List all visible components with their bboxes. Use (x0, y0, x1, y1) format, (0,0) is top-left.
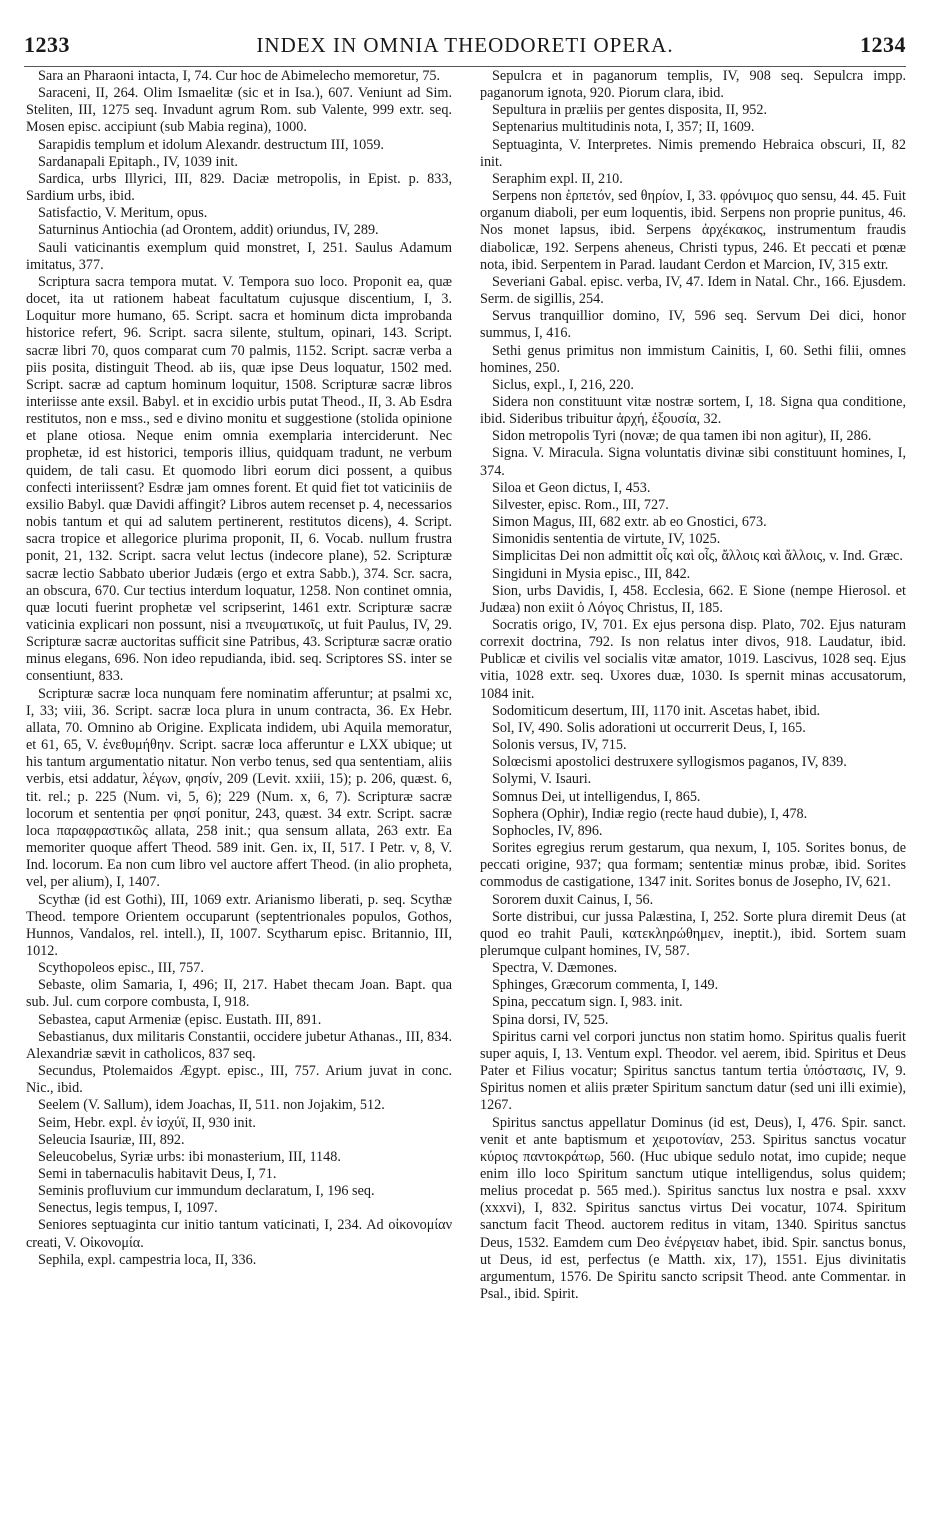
index-entry: Singiduni in Mysia episc., III, 842. (492, 565, 691, 582)
index-entry: Satisfactio, V. Meritum, opus. (38, 205, 208, 222)
index-entry: Scythæ (id est Gothi), III, 1069 extr. Arianismo liberati, p. seq. Scythæ Theod. tempore Orientem occuparunt (septentrionales populos, Gothos, Hunnos, Vandalos, rel. intell.), II, 1007. Scytharum episc. Britannio, III, 1012. (26, 891, 452, 959)
index-entry: Spectra, V. Dæmones. (492, 960, 618, 977)
index-entry: Semi in tabernaculis habitavit Deus, I, 71. (38, 1166, 277, 1182)
index-entry: Spiritus carni vel corpori junctus non statim homo. Spiritus qualis fuerit super aquis, I, 13. Ventum expl. Theodor. vel aerem, ibid. Spiritus et Deus Pater et Filius vocatur; Spiritus sanctus tantum tertia ὑπόστασις, IV, 9. Spiritus nomen et aliis præter Spiritum sanctum datur (sed uni illi eximie), 1267. (480, 1028, 906, 1114)
index-entry: Scythopoleos episc., III, 757. (38, 960, 204, 977)
index-entry: Seraphim expl. II, 210. (492, 170, 623, 187)
index-entry: Signa. V. Miracula. Signa voluntatis divinæ sibi constituunt homines, I, 374. (480, 445, 906, 479)
index-entry: Sodomiticum desertum, III, 1170 init. Ascetas habet, ibid. (492, 702, 821, 719)
index-entry: Sephila, expl. campestria loca, II, 336. (38, 1251, 257, 1268)
index-entry: Sorte distribui, cur jussa Palæstina, I, 252. Sorte plura diremit Deus (at quod eo trahit Pauli, κατεκληρώθημεν, ineptit.), ibid. Sortem suam plerumque culpant homines, IV, 587. (480, 908, 906, 959)
index-entry: Spina dorsi, IV, 525. (492, 1011, 609, 1028)
index-entry: Socratis origo, IV, 701. Ex ejus persona disp. Plato, 702. Ejus naturam correxit doctrina, 792. Is non relatus inter divos, 918. Laudatur, ibid. Publicæ et civilis vel socialis vitæ amator, 1019. Lascivus, 1028 seq. Ejus vitia, 1028 extr. seq. Uxores duæ, 1030. Is spernit minas accusatorum, 1084 init. (480, 617, 906, 702)
index-entry: Sauli vaticinantis exemplum quid monstret, I, 251. Saulus Adamum imitatus, 377. (26, 239, 452, 273)
page-header (24, 32, 906, 66)
index-entry: Siclus, expl., I, 216, 220. (492, 376, 634, 393)
index-entry: Silvester, episc. Rom., III, 727. (492, 496, 669, 513)
index-entry: Seniores septuaginta cur initio tantum vaticinati, I, 234. Ad οἰκονομίαν creati, V. Οἰκονομία. (26, 1217, 452, 1251)
index-entry: Sarapidis templum et idolum Alexandr. destructum III, 1059. (38, 136, 384, 153)
index-entry: Saraceni, II, 264. Olim Ismaelitæ (sic et in Isa.), 607. Veniunt ad Sim. Steliten, III, 1275 seq. Invadunt agrum Rom. sub Valente, 999 extr. seq. Mosen episc. accipiunt (sub Mabia regina), 1000. (26, 85, 452, 136)
index-entry: Scripturæ sacræ loca nunquam fere nominatim afferuntur; at psalmi xc, I, 33; viii, 36. Script. sacræ loca plura in unum contracta, 36. Ex Hebr. allata, 70. Omnino ab Origine. Explicata indidem, ubi Aquila memoratur, et 61, 65, V. ἐνεθυμήθην. Script. sacræ loca afferuntur e LXX ubique; ut his tantum argumentatio nitatur. Non verbo tenus, sed qua sententiam, aliis verbis, etsi addatur, λέγων, φησίν, 209 (Levit. xxiii, 15); p. 206, quæst. 6, tit. rel.; p. 225 (Num. vi, 5, 6); 229 (Num. x, 6, 7). Scripturæ sacræ locorum et sententia per φησί ponitur, 243, quæst. 34 extr. Script. sacræ loca παραφραστικῶς allata, 258 init.; qua sensum allata, 263 extr. Ea memoriter quoque affert Theod. 589 init. Gen. ix, II, 517. I Petr. v, 8, V. Ind. locorum. Ea non cum libro vel auctore affert Theod. (in alio propheta, vel, per alium), I, 1407. (26, 685, 452, 891)
index-entry: Serpens non ἑρπετόν, sed θηρίον, I, 33. φρόνιμος quo sensu, 44. 45. Fuit organum diaboli, per eum loquentis, ibid. Serpens non proprie punitus, 46. Nos monet lapsus, ibid. Serpens ἀρχέκακος, instrumentum fraudis diabolicæ, 192. Serpens aheneus, Christi typus, 246. Et peccati et pœnæ nota, ibid. Serpentem in Parad. laudant Cerdon et Marcion, IV, 315 extr. (480, 188, 906, 273)
index-entry: Solonis versus, IV, 715. (492, 737, 627, 754)
index-entry: Septuaginta, V. Interpretes. Nimis premendo Hebraica obscuri, II, 82 init. (480, 136, 906, 170)
index-entry: Simplicitas Dei non admittit οἷς καὶ οἷς, ἄλλοις καὶ ἄλλοις, v. Ind. Græc. (492, 548, 903, 565)
left-page-number: 1233 (24, 32, 70, 57)
index-entry: Seim, Hebr. expl. ἐν ἰσχύϊ, II, 930 init. (38, 1114, 256, 1131)
right-page-number: 1234 (859, 32, 906, 57)
index-entry: Siloa et Geon dictus, I, 453. (492, 479, 651, 496)
left-column (26, 68, 452, 1530)
index-entry: Sara an Pharaoni intacta, I, 74. Cur hoc de Abimelecho memoretur, 75. (38, 68, 441, 84)
index-entry: Sorites egregius rerum gestarum, qua nexum, I, 105. Sorites bonus, de peccati origine, 937; qua formam; sententiæ minus probæ, ibid. Sorites commodus de castigatione, 1347 init. Sorites bonus de Josepho, IV, 621. (480, 840, 906, 891)
index-entry: Sardanapali Epitaph., IV, 1039 init. (38, 153, 238, 170)
index-entry: Spiritus sanctus appellatur Dominus (id est, Deus), I, 476. Spir. sanct. venit et ante baptismum et χειροτονίαν, 253. Spiritus sanctus vocatur κύριος παντοκράτωρ, 560. (Huc ubique sedulo notat, imo cupide; neque enim illo loco Spiritum sanctum utique intelligendus, solus quidem; melius procedat p. 565 med.). Spiritus sanctus lux nostra e psal. xxxv (xxxvi), I, 832. Spiritus sanctus virtus Dei vocatur, 1074. Spiritum sanctum facit Theod. auctorem reditus in vitam, 1340. Spiritus sanctus Deus, 1532. Eamdem cum Deo ἐνέργειαν habet, ibid. Spir. sanctus bonus, ut Deus, id est, perfectus (e Matth. xix, 17), 1551. Ejus divinitatis argumentum, 1576. De Spiritu sancto scripsit Theod. ante Commentar. in Psal., ibid. Spirit. (480, 1114, 906, 1303)
index-entry: Scriptura sacra tempora mutat. V. Tempora suo loco. Proponit ea, quæ docet, ita ut rationem habeat facultatum cujusque discentium, I, 3. Loquitur more humano, 65. Script. sacra et hominum dicta improbanda historice refert, 96. Script. sacra silente, stultum, opinari, 143. Script. sacræ libri 70, quos comparat cum 70 palmis, 1152. Script. sacræ verba a piis posita, distinguit Theod. ab iis, quæ ipse Deus loquatur, 1502 med. Script. sacræ ad captum hominum loquitur, 1508. Scripturæ sacræ libros interiisse ante exsil. Babyl. et in excidio urbis putat Theod., II, 3. Ab Esdra restitutos, non e mss., sed e divino monitu et suggestione (stolida opinione et plane otiosa. Neque enim omnia exemplaria interciderunt. Nec prophetæ, id est historici, temporis illius, quidquam tradunt, ne verbum quidem, de tali casu. Et quomodo libri eorum dici possent, a quibus confecti interiissent? Esdræ jam omnes forent. Et quid fiet tot vaticiniis de exsilio Babyl. quæ Davidi affingit? Libros autem recenset p. 4, necessarios nobis tantum et qui ad salutem pertinerent, restitutos dicens), 4. Script. sacra tropice et allegorice plurima proponit, II, 6. Vocab. nullum frustra ponit, 21, 132. Script. sacra velut lectus (indecore plane), 52. Scripturæ sacræ lectio Sabbato uberior Judæis (ergo et extra Sabb.), 374. Scr. sacra, an obscura, 670. Cur tectius interdum loquatur, 1258. Non continet omnia, quæ locuti fuerint prophetæ vel scripserint, 1461 extr. Scripturæ sacræ vaticinia explicari non possunt, nisi a πνευματικοῖς, ut fuit Paulus, IV, 29. Scripturæ sacræ auctoritas sufficit sine Patribus, 43. Scripturæ sacræ oratio minus elegans, 696. Non ideo repudianda, ibid. seq. Scriptores SS. inter se consentiunt, 833. (26, 273, 452, 685)
index-entry: Sororem duxit Cainus, I, 56. (492, 891, 654, 908)
index-entry: Servus tranquillior domino, IV, 596 seq. Servum Dei dici, honor summus, I, 416. (480, 308, 906, 342)
header-rule (24, 66, 906, 67)
index-entry: Seleucobelus, Syriæ urbs: ibi monasterium, III, 1148. (38, 1148, 341, 1165)
index-entry: Simon Magus, III, 682 extr. ab eo Gnostici, 673. (492, 514, 767, 531)
index-entry: Sethi genus primitus non immistum Cainitis, I, 60. Sethi filii, omnes homines, 250. (480, 342, 906, 376)
index-entry: Sepulcra et in paganorum templis, IV, 908 seq. Sepulcra impp. paganorum ignota, 920. Piorum clara, ibid. (480, 68, 906, 102)
index-entry: Sophera (Ophir), Indiæ regio (recte haud dubie), I, 478. (492, 805, 808, 822)
index-entry: Sion, urbs Davidis, I, 458. Ecclesia, 662. E Sione (nempe Hierosol. et Judæa) non exiit ὁ Λόγος Christus, II, 185. (480, 582, 906, 616)
index-entry: Spina, peccatum sign. I, 983. init. (492, 994, 683, 1011)
index-entry: Seleucia Isauriæ, III, 892. (38, 1131, 185, 1148)
index-entry: Somnus Dei, ut intelligendus, I, 865. (492, 788, 701, 805)
index-entry: Seelem (V. Sallum), idem Joachas, II, 511. non Jojakim, 512. (38, 1097, 385, 1114)
index-entry: Sebaste, olim Samaria, I, 496; II, 217. Habet thecam Joan. Bapt. qua sub. Jul. cum corpore combusta, I, 918. (26, 977, 452, 1011)
index-entry: Seminis profluvium cur immundum declaratum, I, 196 seq. (38, 1183, 375, 1200)
index-entry: Senectus, legis tempus, I, 1097. (38, 1200, 218, 1217)
index-entry: Saturninus Antiochia (ad Orontem, addit) oriundus, IV, 289. (38, 222, 379, 239)
index-entry: Sardica, urbs Illyrici, III, 829. Daciæ metropolis, in Epist. p. 833, Sardium urbs, ibid. (26, 170, 452, 205)
index-entry: Sophocles, IV, 896. (492, 822, 603, 839)
index-entry: Sepultura in præliis per gentes disposita, II, 952. (492, 102, 768, 119)
index-entry: Secundus, Ptolemaidos Ægypt. episc., III, 757. Arium juvat in conc. Nic., ibid. (26, 1063, 452, 1097)
index-entry: Sphinges, Græcorum commenta, I, 149. (492, 977, 719, 994)
index-entry: Solœcismi apostolici destruxere syllogismos paganos, IV, 839. (492, 754, 847, 771)
index-entry: Sebastea, caput Armeniæ (episc. Eustath. III, 891. (38, 1011, 322, 1028)
index-entry: Sidon metropolis Tyri (novæ; de qua tamen ibi non agitur), II, 286. (492, 428, 872, 445)
index-entry: Sebastianus, dux militaris Constantii, occidere jubetur Athanas., III, 834. Alexandriæ sævit in catholicos, 837 seq. (26, 1028, 452, 1062)
index-entry: Simonidis sententia de virtute, IV, 1025. (492, 531, 721, 548)
running-title: INDEX IN OMNIA THEODORETI OPERA. (256, 33, 674, 57)
index-entry: Solymi, V. Isauri. (492, 771, 592, 788)
right-column (480, 68, 906, 1530)
index-entry: Septenarius multitudinis nota, I, 357; II, 1609. (492, 119, 755, 136)
index-entry: Sol, IV, 490. Solis adorationi ut occurrerit Deus, I, 165. (492, 719, 806, 736)
index-entry: Sidera non constituunt vitæ nostræ sortem, I, 18. Signa qua conditione, ibid. Sideribus tribuitur ἀρχή, ἐξουσία, 32. (480, 393, 906, 428)
index-entry: Severiani Gabal. episc. verba, IV, 47. Idem in Natal. Chr., 166. Ejusdem. Serm. de sigillis, 254. (480, 273, 906, 308)
